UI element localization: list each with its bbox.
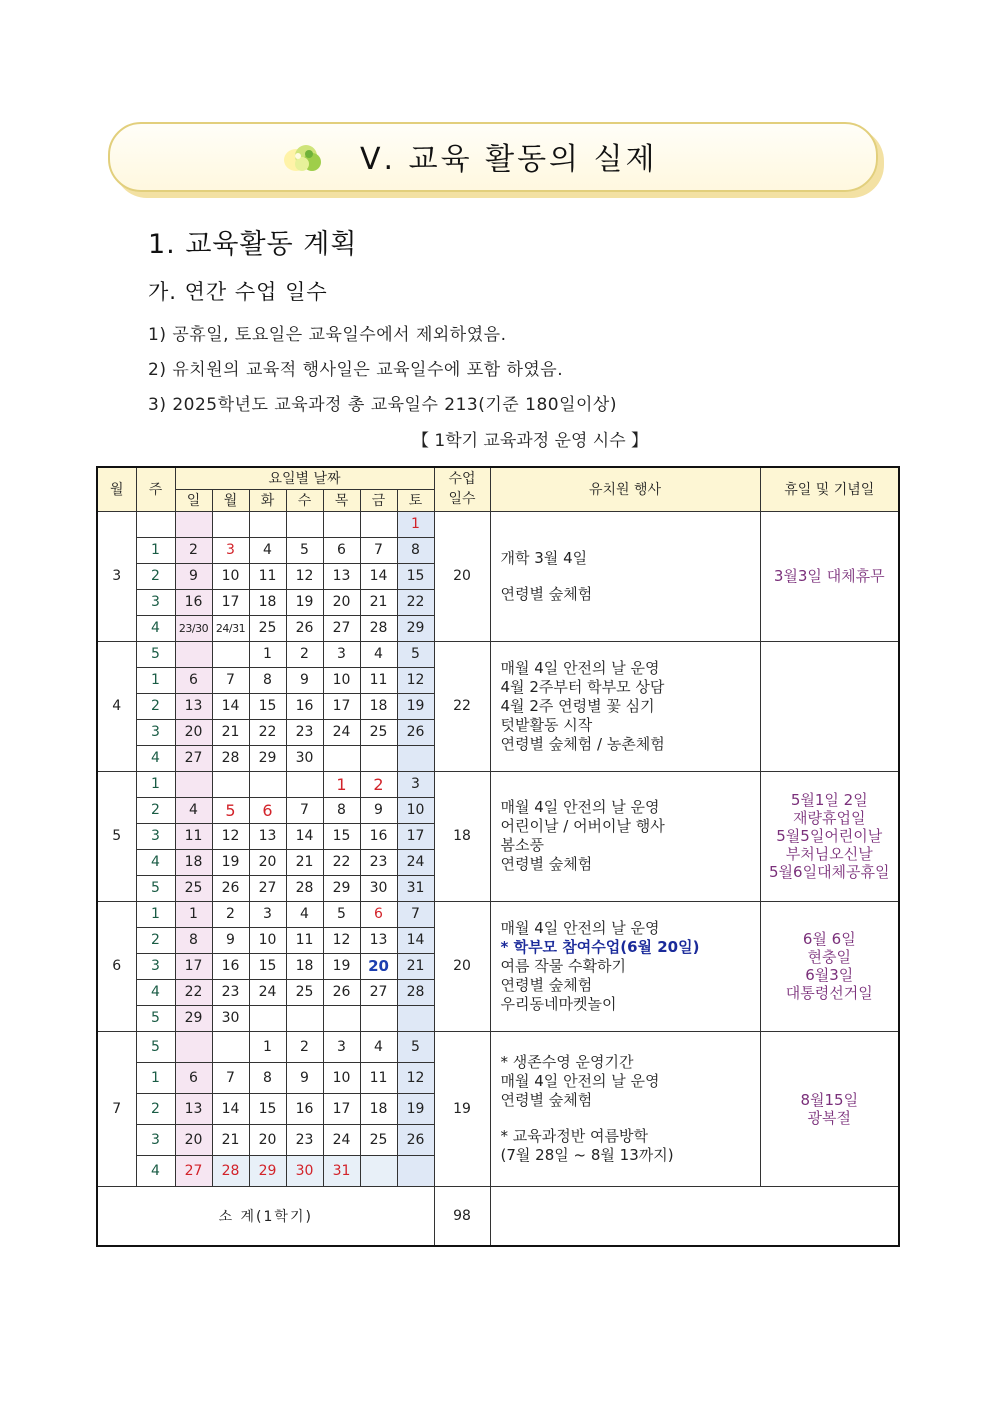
day-cell: 27 xyxy=(175,745,212,771)
day-cell: 20 xyxy=(175,719,212,745)
day-cell: 29 xyxy=(323,875,360,901)
day-cell: 15 xyxy=(249,693,286,719)
day-cell: 27 xyxy=(249,875,286,901)
event-line: 연령별 숲체험 xyxy=(500,584,593,603)
subtotal-empty xyxy=(490,1186,899,1246)
week-cell: 5 xyxy=(136,1031,175,1062)
header-day-fri: 금 xyxy=(360,489,397,511)
day-cell xyxy=(286,511,323,537)
event-line: 개학 3월 4일 xyxy=(500,548,588,567)
day-cell: 4 xyxy=(175,797,212,823)
day-cell: 2 xyxy=(286,641,323,667)
day-cell: 11 xyxy=(175,823,212,849)
holiday-line: 재량휴업일 xyxy=(793,809,866,827)
day-cell: 30 xyxy=(286,745,323,771)
event-line: 연령별 숲체험 xyxy=(500,975,593,994)
day-cell: 15 xyxy=(397,563,434,589)
day-cell xyxy=(286,1005,323,1031)
day-cell: 6 xyxy=(249,797,286,823)
day-cell: 28 xyxy=(212,745,249,771)
day-cell: 21 xyxy=(212,1124,249,1155)
day-cell: 5 xyxy=(212,797,249,823)
day-cell: 9 xyxy=(286,667,323,693)
day-cell: 16 xyxy=(175,589,212,615)
events-cell xyxy=(490,511,760,641)
day-cell: 12 xyxy=(323,927,360,953)
day-cell: 25 xyxy=(360,1124,397,1155)
day-cell: 17 xyxy=(212,589,249,615)
day-cell xyxy=(249,771,286,797)
event-line: 연령별 숲체험 xyxy=(500,1090,593,1109)
event-line: (7월 28일 ~ 8월 13까지) xyxy=(500,1145,674,1164)
classdays-cell: 20 xyxy=(434,511,490,641)
day-cell: 1 xyxy=(397,511,434,537)
event-line: 4월 2주 연령별 꽃 심기 xyxy=(500,696,655,715)
day-cell: 10 xyxy=(249,927,286,953)
day-cell: 3 xyxy=(397,771,434,797)
event-line: * 학부모 참여수업(6월 20일) xyxy=(500,937,700,956)
day-cell: 30 xyxy=(360,875,397,901)
day-cell: 31 xyxy=(323,1155,360,1186)
day-cell: 12 xyxy=(397,667,434,693)
day-cell xyxy=(212,1031,249,1062)
day-cell xyxy=(175,641,212,667)
month-cell: 6 xyxy=(97,901,136,1031)
day-cell: 19 xyxy=(323,953,360,979)
month-cell: 7 xyxy=(97,1031,136,1186)
day-cell: 26 xyxy=(323,979,360,1005)
day-cell: 15 xyxy=(249,953,286,979)
day-cell: 10 xyxy=(323,667,360,693)
header-day-tue: 화 xyxy=(249,489,286,511)
day-cell: 11 xyxy=(360,1062,397,1093)
day-cell: 3 xyxy=(249,901,286,927)
day-cell: 23 xyxy=(212,979,249,1005)
holiday-line: 대통령선거일 xyxy=(785,984,873,1002)
classdays-cell: 22 xyxy=(434,641,490,771)
day-cell: 30 xyxy=(212,1005,249,1031)
holiday-line: 5월6일대체공휴일 xyxy=(769,863,890,881)
day-cell xyxy=(360,1005,397,1031)
day-cell: 22 xyxy=(323,849,360,875)
week-cell: 2 xyxy=(136,693,175,719)
day-cell: 7 xyxy=(212,667,249,693)
day-cell: 5 xyxy=(397,1031,434,1062)
header-day-mon: 월 xyxy=(212,489,249,511)
day-cell: 28 xyxy=(397,979,434,1005)
day-cell: 6 xyxy=(175,1062,212,1093)
day-cell: 26 xyxy=(397,719,434,745)
day-cell: 29 xyxy=(249,745,286,771)
day-cell: 21 xyxy=(286,849,323,875)
day-cell: 15 xyxy=(249,1093,286,1124)
day-cell: 14 xyxy=(212,693,249,719)
day-cell: 1 xyxy=(249,641,286,667)
header-week: 주 xyxy=(136,467,175,511)
day-cell: 10 xyxy=(212,563,249,589)
table-caption: 【 1학기 교육과정 운영 시수 】 xyxy=(411,431,649,451)
day-cell: 23/30 xyxy=(175,615,212,641)
events-cell xyxy=(490,1031,760,1186)
day-cell: 19 xyxy=(212,849,249,875)
header-classdays: 수업 일수 xyxy=(434,467,490,511)
classdays-cell: 18 xyxy=(434,771,490,901)
holidays-cell xyxy=(760,641,899,771)
day-cell: 18 xyxy=(360,693,397,719)
day-cell: 6 xyxy=(175,667,212,693)
day-cell: 25 xyxy=(286,979,323,1005)
day-cell xyxy=(212,641,249,667)
day-cell: 3 xyxy=(212,537,249,563)
events-cell xyxy=(490,901,760,1031)
event-line: 매월 4일 안전의 날 운영 xyxy=(500,798,660,816)
day-cell: 9 xyxy=(360,797,397,823)
week-cell: 5 xyxy=(136,875,175,901)
day-cell: 31 xyxy=(397,875,434,901)
day-cell: 4 xyxy=(360,641,397,667)
day-cell: 23 xyxy=(286,719,323,745)
day-cell: 20 xyxy=(249,849,286,875)
day-cell: 20 xyxy=(175,1124,212,1155)
day-cell: 20 xyxy=(323,589,360,615)
day-cell xyxy=(286,771,323,797)
day-cell: 24 xyxy=(323,1124,360,1155)
event-line: 텃밭활동 시작 xyxy=(500,715,593,734)
week-cell: 4 xyxy=(136,615,175,641)
day-cell: 9 xyxy=(212,927,249,953)
day-cell: 14 xyxy=(397,927,434,953)
day-cell: 25 xyxy=(360,719,397,745)
week-cell: 1 xyxy=(136,1062,175,1093)
day-cell: 2 xyxy=(360,771,397,797)
event-line xyxy=(501,1110,760,1127)
week-cell: 3 xyxy=(136,823,175,849)
holiday-line: 현충일 xyxy=(807,948,851,966)
day-cell xyxy=(360,511,397,537)
event-line: 매월 4일 안전의 날 운영 xyxy=(500,1071,660,1090)
day-cell: 17 xyxy=(323,1093,360,1124)
day-cell: 8 xyxy=(175,927,212,953)
header-month: 월 xyxy=(97,467,136,511)
day-cell: 22 xyxy=(249,719,286,745)
day-cell: 10 xyxy=(397,797,434,823)
day-cell: 27 xyxy=(175,1155,212,1186)
semester-schedule-table xyxy=(96,466,900,1247)
event-line: 연령별 숲체험 / 농촌체험 xyxy=(500,734,665,753)
note-2: 2) 유치원의 교육적 행사일은 교육일수에 포함 하였음. xyxy=(148,360,564,380)
day-cell: 15 xyxy=(323,823,360,849)
day-cell: 7 xyxy=(286,797,323,823)
event-line: 매월 4일 안전의 날 운영 xyxy=(500,658,660,677)
day-cell: 22 xyxy=(397,589,434,615)
day-cell: 28 xyxy=(212,1155,249,1186)
day-cell: 16 xyxy=(286,693,323,719)
day-cell xyxy=(212,511,249,537)
day-cell: 3 xyxy=(323,1031,360,1062)
week-cell: 1 xyxy=(136,537,175,563)
day-cell: 10 xyxy=(323,1062,360,1093)
header-day-sun: 일 xyxy=(175,489,212,511)
header-daygroup: 요일별 날짜 xyxy=(175,467,434,489)
day-cell: 13 xyxy=(360,927,397,953)
day-cell: 5 xyxy=(323,901,360,927)
day-cell xyxy=(360,1155,397,1186)
day-cell xyxy=(249,511,286,537)
day-cell xyxy=(323,511,360,537)
day-cell: 24 xyxy=(249,979,286,1005)
holiday-line: 광복절 xyxy=(807,1108,851,1127)
week-cell: 1 xyxy=(136,901,175,927)
day-cell: 17 xyxy=(175,953,212,979)
day-cell: 19 xyxy=(397,1093,434,1124)
day-cell: 8 xyxy=(249,667,286,693)
event-line: 봄소풍 xyxy=(500,836,544,854)
holidays-cell xyxy=(760,771,899,901)
day-cell: 27 xyxy=(360,979,397,1005)
subtotal-label: 소 계(1학기) xyxy=(97,1186,434,1246)
day-cell xyxy=(323,745,360,771)
day-cell: 21 xyxy=(212,719,249,745)
day-cell xyxy=(397,745,434,771)
day-cell: 25 xyxy=(249,615,286,641)
day-cell: 7 xyxy=(397,901,434,927)
day-cell: 20 xyxy=(360,953,397,979)
day-cell: 29 xyxy=(175,1005,212,1031)
holiday-line: 부처님오신날 xyxy=(785,845,873,863)
header-day-wed: 수 xyxy=(286,489,323,511)
day-cell: 9 xyxy=(286,1062,323,1093)
day-cell xyxy=(175,771,212,797)
section-title: Ⅴ. 교육 활동의 실제 xyxy=(360,142,658,177)
event-line: 4월 2주부터 학부모 상담 xyxy=(500,677,665,696)
holiday-line: 8월15일 xyxy=(800,1090,859,1109)
holiday-line: 6월 6일 xyxy=(802,930,856,948)
day-cell xyxy=(397,1005,434,1031)
day-cell xyxy=(212,771,249,797)
day-cell xyxy=(175,1031,212,1062)
event-line: * 생존수영 운영기간 xyxy=(500,1052,634,1071)
holiday-line: 6월3일 xyxy=(805,966,854,984)
day-cell: 11 xyxy=(249,563,286,589)
day-cell: 17 xyxy=(323,693,360,719)
week-cell: 1 xyxy=(136,667,175,693)
day-cell: 24 xyxy=(397,849,434,875)
day-cell: 23 xyxy=(360,849,397,875)
day-cell: 18 xyxy=(286,953,323,979)
day-cell: 12 xyxy=(286,563,323,589)
day-cell: 17 xyxy=(397,823,434,849)
event-line: 매월 4일 안전의 날 운영 xyxy=(500,918,660,937)
day-cell: 13 xyxy=(323,563,360,589)
heading-education-plan: 1. 교육활동 계획 xyxy=(148,229,358,260)
day-cell: 21 xyxy=(360,589,397,615)
week-cell: 5 xyxy=(136,641,175,667)
day-cell: 23 xyxy=(286,1124,323,1155)
day-cell: 8 xyxy=(397,537,434,563)
day-cell: 1 xyxy=(249,1031,286,1062)
day-cell: 11 xyxy=(286,927,323,953)
week-cell: 2 xyxy=(136,797,175,823)
day-cell: 13 xyxy=(175,1093,212,1124)
day-cell: 20 xyxy=(249,1124,286,1155)
day-cell xyxy=(397,1155,434,1186)
month-cell: 3 xyxy=(97,511,136,641)
event-line: 연령별 숲체험 xyxy=(500,855,593,873)
week-cell: 4 xyxy=(136,745,175,771)
week-cell: 1 xyxy=(136,771,175,797)
section-banner xyxy=(108,122,878,192)
day-cell: 25 xyxy=(175,875,212,901)
day-cell: 29 xyxy=(397,615,434,641)
month-cell: 4 xyxy=(97,641,136,771)
header-holidays: 휴일 및 기념일 xyxy=(760,467,899,511)
events-cell xyxy=(490,641,760,771)
day-cell: 4 xyxy=(360,1031,397,1062)
holiday-line: 5월1일 2일 xyxy=(790,791,868,809)
day-cell: 18 xyxy=(360,1093,397,1124)
day-cell: 7 xyxy=(212,1062,249,1093)
holidays-cell xyxy=(760,1031,899,1186)
day-cell: 12 xyxy=(212,823,249,849)
day-cell xyxy=(360,745,397,771)
day-cell: 2 xyxy=(175,537,212,563)
event-line: * 교육과정반 여름방학 xyxy=(500,1126,648,1145)
day-cell: 2 xyxy=(212,901,249,927)
day-cell: 13 xyxy=(249,823,286,849)
holiday-line: 3월3일 대체휴무 xyxy=(773,567,885,585)
week-cell: 5 xyxy=(136,1005,175,1031)
week-cell: 2 xyxy=(136,563,175,589)
header-day-sat: 토 xyxy=(397,489,434,511)
day-cell: 14 xyxy=(360,563,397,589)
day-cell: 3 xyxy=(323,641,360,667)
week-cell: 3 xyxy=(136,953,175,979)
day-cell: 8 xyxy=(249,1062,286,1093)
holiday-line: 5월5일어린이날 xyxy=(776,827,883,845)
header-events: 유치원 행사 xyxy=(490,467,760,511)
events-cell xyxy=(490,771,760,901)
week-cell: 3 xyxy=(136,719,175,745)
day-cell: 16 xyxy=(286,1093,323,1124)
event-line: 어린이날 / 어버이날 행사 xyxy=(500,817,665,835)
day-cell: 1 xyxy=(323,771,360,797)
event-line xyxy=(501,568,760,585)
day-cell: 14 xyxy=(286,823,323,849)
day-cell: 1 xyxy=(175,901,212,927)
day-cell: 26 xyxy=(212,875,249,901)
week-cell: 4 xyxy=(136,849,175,875)
week-cell: 4 xyxy=(136,1155,175,1186)
day-cell: 19 xyxy=(397,693,434,719)
week-cell: 4 xyxy=(136,979,175,1005)
day-cell: 18 xyxy=(249,589,286,615)
day-cell: 18 xyxy=(175,849,212,875)
day-cell: 21 xyxy=(397,953,434,979)
classdays-cell: 19 xyxy=(434,1031,490,1186)
week-cell xyxy=(136,511,175,537)
day-cell: 29 xyxy=(249,1155,286,1186)
holidays-cell xyxy=(760,511,899,641)
subtotal-value: 98 xyxy=(434,1186,490,1246)
day-cell: 5 xyxy=(397,641,434,667)
day-cell: 4 xyxy=(286,901,323,927)
heading-annual-class-days: 가. 연간 수업 일수 xyxy=(148,280,328,304)
day-cell: 6 xyxy=(323,537,360,563)
day-cell: 2 xyxy=(286,1031,323,1062)
day-cell: 30 xyxy=(286,1155,323,1186)
day-cell: 26 xyxy=(397,1124,434,1155)
day-cell: 24 xyxy=(323,719,360,745)
day-cell xyxy=(175,511,212,537)
week-cell: 3 xyxy=(136,1124,175,1155)
day-cell: 28 xyxy=(360,615,397,641)
day-cell: 12 xyxy=(397,1062,434,1093)
flower-bouquet-icon xyxy=(282,140,326,176)
day-cell xyxy=(323,1005,360,1031)
week-cell: 3 xyxy=(136,589,175,615)
day-cell: 14 xyxy=(212,1093,249,1124)
note-1: 1) 공휴일, 토요일은 교육일수에서 제외하였음. xyxy=(148,325,507,345)
day-cell: 26 xyxy=(286,615,323,641)
day-cell: 28 xyxy=(286,875,323,901)
day-cell: 8 xyxy=(323,797,360,823)
day-cell: 19 xyxy=(286,589,323,615)
event-line: 여름 작물 수확하기 xyxy=(500,956,626,975)
day-cell: 4 xyxy=(249,537,286,563)
holidays-cell xyxy=(760,901,899,1031)
day-cell: 11 xyxy=(360,667,397,693)
week-cell: 2 xyxy=(136,927,175,953)
day-cell: 16 xyxy=(360,823,397,849)
day-cell: 27 xyxy=(323,615,360,641)
day-cell: 13 xyxy=(175,693,212,719)
day-cell: 9 xyxy=(175,563,212,589)
day-cell: 6 xyxy=(360,901,397,927)
classdays-cell: 20 xyxy=(434,901,490,1031)
week-cell: 2 xyxy=(136,1093,175,1124)
day-cell xyxy=(249,1005,286,1031)
event-line: 우리동네마켓놀이 xyxy=(500,994,617,1013)
header-day-thu: 목 xyxy=(323,489,360,511)
day-cell: 16 xyxy=(212,953,249,979)
day-cell: 22 xyxy=(175,979,212,1005)
note-3: 3) 2025학년도 교육과정 총 교육일수 213(기준 180일이상) xyxy=(148,395,617,415)
day-cell: 24/31 xyxy=(212,615,249,641)
day-cell: 5 xyxy=(286,537,323,563)
day-cell: 7 xyxy=(360,537,397,563)
month-cell: 5 xyxy=(97,771,136,901)
